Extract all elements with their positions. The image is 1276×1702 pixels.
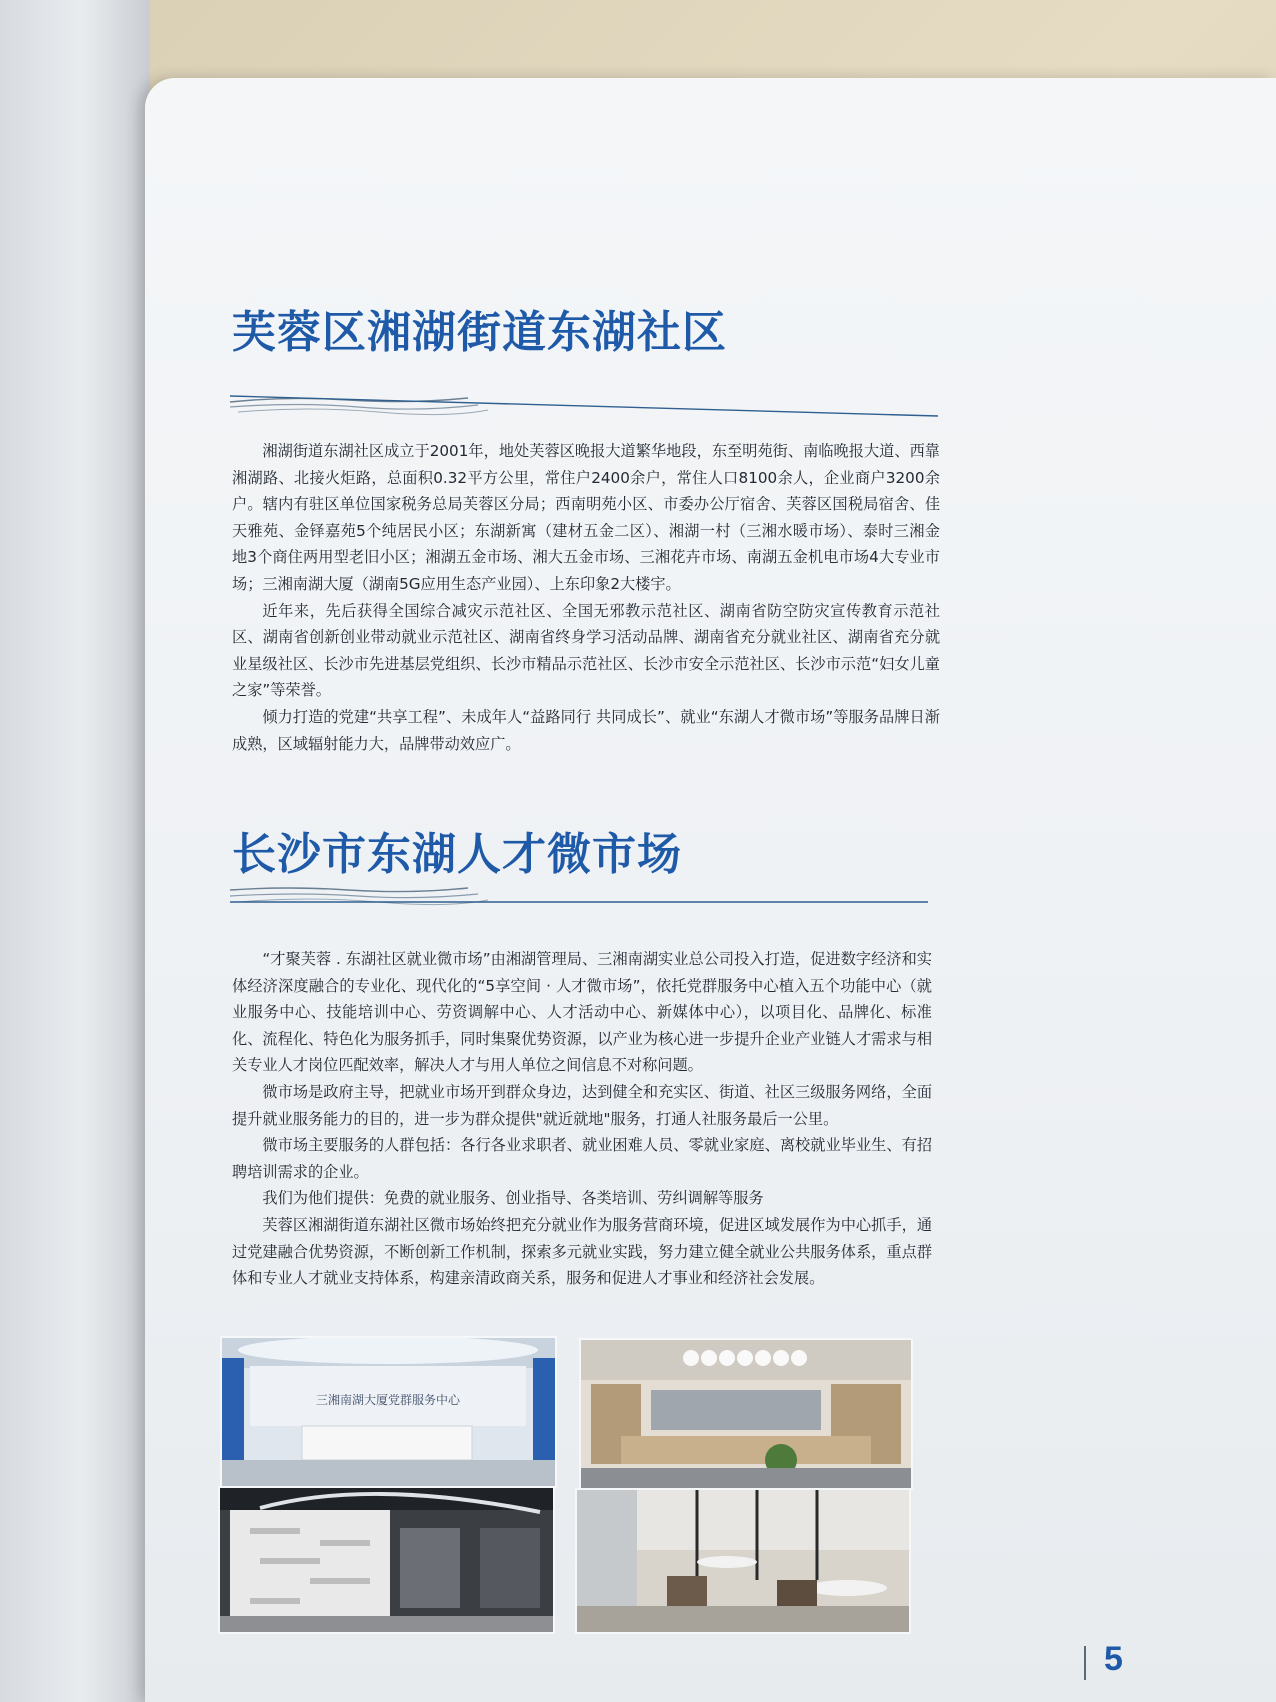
paragraph: 我们为他们提供：免费的就业服务、创业指导、各类培训、劳纠调解等服务 xyxy=(262,1189,764,1208)
previous-page-edge xyxy=(0,0,150,1702)
paragraph: 近年来，先后获得全国综合减灾示范社区、全国无邪教示范社区、湖南省防空防灾宣传教育示范社区、湖南省创新创业带动就业示范社区、湖南省终身学习活动品牌、湖南省充分就业社区、湖南省充分就业星级社区、长沙市先进基层党组织、长沙市精品示范社区、长沙市安全示范社区、长沙市示范“妇女儿童之家”等荣誉。 xyxy=(232,601,940,700)
paragraph: “才聚芙蓉 . 东湖社区就业微市场”由湘湖管理局、三湘南湖实业总公司投入打造，促进数字经济和实体经济深度融合的专业化、现代化的“5享空间 · 人才微市场”，依托党群服务中心植入五个功能中心（就业服务中心、技能培训中心、劳资调解中心、人才活动中心、新媒体中心），以项目化、品牌化、标准化、流程化、特色化为服务抓手，同时集聚优势资源，以产业为核心进一步提升企业产业链人才需求与相关专业人才岗位匹配效率，解决人才与用人单位之间信息不对称问题。 xyxy=(232,950,932,1075)
section-body-community xyxy=(232,438,940,757)
page-number: 5 xyxy=(1104,1640,1123,1678)
paragraph: 微市场主要服务的人群包括：各行各业求职者、就业困难人员、零就业家庭、离校就业毕业生、有招聘培训需求的企业。 xyxy=(232,1136,932,1181)
reception-hall-photo xyxy=(220,1336,557,1488)
reception-sign-text: 三湘南湖大厦党群服务中心 xyxy=(315,1393,461,1407)
title-underline-2 xyxy=(228,884,948,914)
section-title-community: 芙蓉区湘湖街道东湖社区 xyxy=(232,307,727,358)
paragraph: 芙蓉区湘湖街道东湖社区微市场始终把充分就业作为服务营商环境，促进区域发展作为中心抓手，通过党建融合优势资源，不断创新工作机制，探索多元就业实践，努力建立健全就业公共服务体系，重点群体和专业人才就业支持体系，构建亲清政商关系，服务和促进人才事业和经济社会发展。 xyxy=(232,1215,932,1288)
title-underline-1 xyxy=(228,392,948,422)
paragraph: 微市场是政府主导，把就业市场开到群众身边，达到健全和充实区、街道、社区三级服务网络，全面提升就业服务能力的目的，进一步为群众提供"就近就地"服务，打通人社服务最后一公里。 xyxy=(232,1082,932,1128)
section-title-talent-market: 长沙市东湖人才微市场 xyxy=(232,829,682,880)
section-body-talent-market xyxy=(232,946,932,1292)
activity-room-photo xyxy=(579,1338,913,1490)
paragraph: 倾力打造的党建“共享工程”、未成年人“益路同行 共同成长”、就业“东湖人才微市场”等服务品牌日渐成熟，区域辐射能力大，品牌带动效应广。 xyxy=(232,707,940,753)
page-number-divider xyxy=(1084,1646,1086,1680)
exhibition-wall-photo xyxy=(218,1486,555,1634)
lounge-photo xyxy=(575,1488,911,1634)
paragraph: 湘湖街道东湖社区成立于2001年，地处芙蓉区晚报大道繁华地段，东至明苑街、南临晚报大道、西靠湘湖路、北接火炬路，总面积0.32平方公里，常住户2400余户，常住人口8100余人，企业商户3200余户。辖内有驻区单位国家税务总局芙蓉区分局；西南明苑小区、市委办公厅宿舍、芙蓉区国税局宿舍、佳天雅苑、金铎嘉苑5个纯居民小区；东湖新寓（建材五金二区）、湘湖一村（三湘水暖市场）、泰时三湘金地3个商住两用型老旧小区；湘湖五金市场、湘大五金市场、三湘花卉市场、南湖五金机电市场4大专业市场；三湘南湖大厦（湖南5G应用生态产业园）、上东印象2大楼宇。 xyxy=(232,442,940,593)
